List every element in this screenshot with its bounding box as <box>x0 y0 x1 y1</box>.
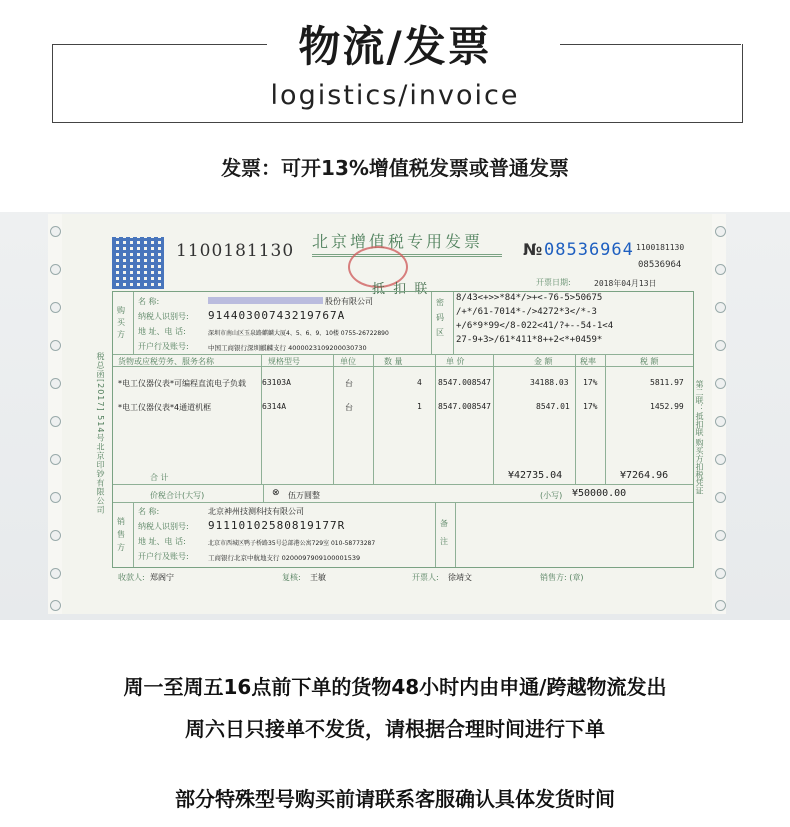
col-header-tax: 税 额 <box>640 357 659 366</box>
invoice-number: 08536964 <box>544 240 634 260</box>
col-header-rate: 税率 <box>580 357 596 366</box>
seller-bank: 工商银行北京中航地支行 0200097909100001539 <box>208 554 361 562</box>
drawer-label: 开票人: <box>412 573 439 582</box>
invoice-date: 2018年04月13日 <box>594 279 657 288</box>
total-label: 合 计 <box>150 473 169 482</box>
item-name: *电工仪器仪表*可编程直流电子负载 <box>118 379 246 388</box>
item-tax: 1452.99 <box>650 402 684 411</box>
item-rate: 17% <box>583 402 598 411</box>
invoice-number-small: 08536964 <box>638 260 682 270</box>
seller-seal-label: 销售方: (章) <box>540 573 584 582</box>
seller-section-label: 销售方 <box>117 517 125 552</box>
checker-label: 复核: <box>282 573 301 582</box>
seller-addr: 北京市西城区鸭子桥路35号总部港公寓729室 010-58773287 <box>208 540 376 547</box>
cipher-line: +/6*9*99</8-022<41/?+--54-1<4 <box>456 321 614 331</box>
payee-label: 收款人: <box>118 573 145 582</box>
item-qty: 1 <box>417 402 422 411</box>
sum-circle-icon: ⊗ <box>272 488 280 498</box>
item-amount: 34188.03 <box>530 378 569 387</box>
payee: 郑阁宁 <box>150 573 174 582</box>
buyer-bank-label: 开户行及账号: <box>138 342 189 351</box>
seller-addr-label: 地 址、电 话: <box>138 537 186 546</box>
buyer-name-suffix: 股份有限公司 <box>325 297 373 306</box>
invoice-title-underline <box>312 254 502 257</box>
total-amount: ¥42735.04 <box>508 470 563 481</box>
buyer-addr: 深圳市南山区玉泉路麒麟大厦4、5、6、9、10楼 0755-26722890 <box>208 330 389 337</box>
sum-small-label: (小写) <box>540 491 563 500</box>
sum-label: 价税合计(大写) <box>150 491 205 500</box>
buyer-taxid-label: 纳税人识别号: <box>138 312 189 321</box>
item-price: 8547.008547 <box>438 402 491 411</box>
item-amount: 8547.01 <box>536 402 570 411</box>
col-header-price: 单 价 <box>446 357 465 366</box>
sum-words: 伍万圆整 <box>288 491 320 500</box>
weekend-note: 周六日只接单不发货，请根据合理时间进行下单 <box>185 717 605 741</box>
buyer-addr-label: 地 址、电 话: <box>138 327 186 336</box>
seller-bank-label: 开户行及账号: <box>138 552 189 561</box>
invoice-note: 发票：可开13%增值税发票或普通发票 <box>221 156 569 180</box>
seller-name-label: 名 称: <box>138 507 160 516</box>
number-symbol: № <box>523 240 543 259</box>
seller-taxid: 91110102580819177R <box>208 519 346 532</box>
cipher-line: /+*/61-7014*-/>4272*3</*-3 <box>456 307 597 317</box>
copy-vertical-text: 第二联：抵扣联 购买方扣税凭证 <box>695 380 704 495</box>
seller-taxid-label: 纳税人识别号: <box>138 522 189 531</box>
item-model: 63103A <box>262 378 291 387</box>
item-model: 6314A <box>262 402 287 411</box>
invoice-code-small: 1100181130 <box>636 243 685 252</box>
page-subtitle: logistics/invoice <box>270 80 520 111</box>
date-label: 开票日期: <box>536 278 571 287</box>
sum-small: ¥50000.00 <box>572 488 627 499</box>
col-header-qty: 数 量 <box>384 357 403 366</box>
invoice-grid <box>112 291 694 568</box>
col-header-model: 规格型号 <box>268 357 300 366</box>
item-unit: 台 <box>345 403 353 412</box>
item-name: *电工仪器仪表*4通道机框 <box>118 403 212 412</box>
qr-code <box>112 237 164 289</box>
cipher-line: 27-9+3>/61*411*8++2<*+0459* <box>456 335 603 345</box>
item-unit: 台 <box>345 379 353 388</box>
drawer: 徐靖文 <box>448 573 472 582</box>
invoice-title: 北京增值税专用发票 <box>312 232 484 251</box>
printer-vertical-text: 税总函[2017] 514号北京印钞有限公司 <box>96 352 105 515</box>
total-tax: ¥7264.96 <box>620 470 669 481</box>
col-header-unit: 单位 <box>340 357 356 366</box>
col-header-amount: 金 额 <box>534 357 553 366</box>
cipher-label: 密码区 <box>436 298 444 337</box>
seller-name: 北京神州技测科技有限公司 <box>208 507 304 516</box>
invoice-copy-label: 抵 扣 联 <box>372 282 430 297</box>
item-qty: 4 <box>417 378 422 387</box>
shipping-note: 周一至周五16点前下单的货物48小时内由申通/跨越物流发出 <box>123 675 667 699</box>
buyer-section-label: 购买方 <box>117 306 125 339</box>
cipher-line: 8/43<+>>*84*/>+<-76-5>50675 <box>456 293 603 303</box>
col-header-name: 货物或应税劳务、服务名称 <box>118 357 214 366</box>
buyer-name-label: 名 称: <box>138 297 160 306</box>
buyer-taxid: 91440300743219767A <box>208 309 346 322</box>
redacted-buyer-name <box>208 297 323 304</box>
page-title: 物流/发票 <box>298 22 492 71</box>
invoice-code: 1100181130 <box>176 241 295 261</box>
item-rate: 17% <box>583 378 598 387</box>
remark-label: 备注 <box>440 519 448 546</box>
special-model-note: 部分特殊型号购买前请联系客服确认具体发货时间 <box>175 787 615 811</box>
checker: 王敏 <box>310 573 326 582</box>
item-tax: 5811.97 <box>650 378 684 387</box>
item-price: 8547.008547 <box>438 378 491 387</box>
buyer-bank: 中国工商银行深圳麒麟支行 4000023109200030730 <box>208 344 367 352</box>
